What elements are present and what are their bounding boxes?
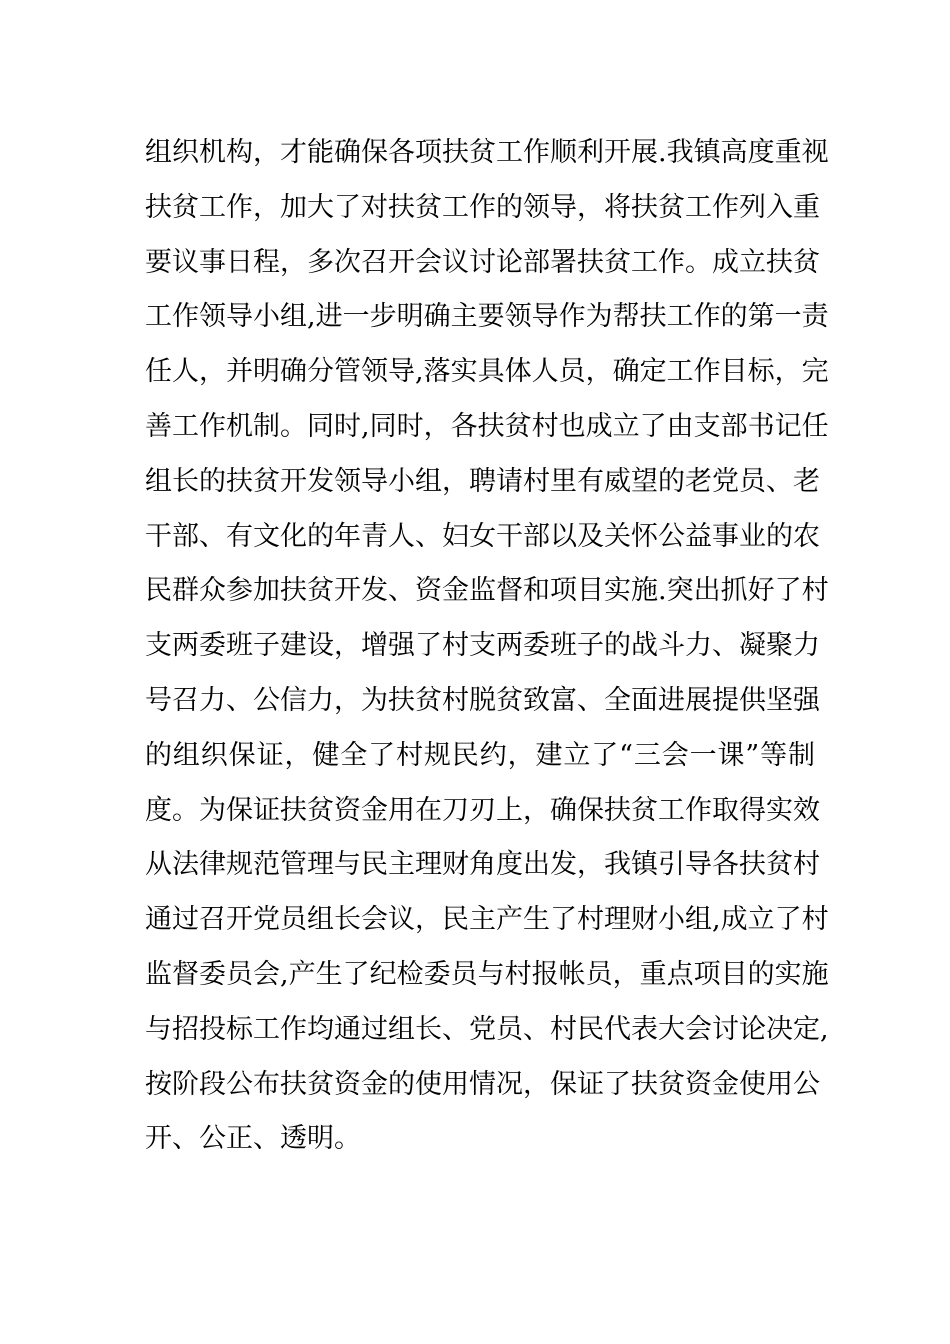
text-line-last: 开、公正、透明。 [145, 1123, 361, 1155]
text-line: 组长的扶贫开发领导小组，聘请村里有威望的老党员、老 [145, 465, 820, 497]
text-line: 扶贫工作，加大了对扶贫工作的领导，将扶贫工作列入重 [145, 191, 820, 223]
text-line: 度。为保证扶贫资金用在刀刃上，确保扶贫工作取得实效 [145, 794, 820, 826]
text-line: 号召力、公信力，为扶贫村脱贫致富、全面进展提供坚强 [145, 684, 820, 716]
text-line: 工作领导小组,进一步明确主要领导作为帮扶工作的第一责 [145, 301, 829, 333]
document-body-text [145, 126, 829, 1167]
text-line: 按阶段公布扶贫资金的使用情况，保证了扶贫资金使用公 [145, 1068, 820, 1100]
text-line: 支两委班子建设，增强了村支两委班子的战斗力、凝聚力 [145, 630, 820, 662]
text-line: 监督委员会,产生了纪检委员与村报帐员，重点项目的实施 [145, 958, 829, 990]
text-line: 要议事日程，多次召开会议讨论部署扶贫工作。成立扶贫 [145, 246, 820, 278]
text-line: 善工作机制。同时,同时，各扶贫村也成立了由支部书记任 [145, 410, 829, 442]
text-line: 通过召开党员组长会议，民主产生了村理财小组,成立了村 [145, 904, 829, 936]
text-line: 的组织保证，健全了村规民约，建立了“三会一课”等制 [145, 739, 815, 771]
text-line: 任人，并明确分管领导,落实具体人员，确定工作目标，完 [145, 356, 829, 388]
text-line: 组织机构，才能确保各项扶贫工作顺利开展.我镇高度重视 [145, 137, 829, 168]
text-line: 民群众参加扶贫开发、资金监督和项目实施.突出抓好了村 [145, 575, 829, 607]
text-line: 与招投标工作均通过组长、党员、村民代表大会讨论决定, [145, 1013, 829, 1045]
text-line: 干部、有文化的年青人、妇女干部以及关怀公益事业的农 [145, 520, 820, 552]
text-line: 从法律规范管理与民主理财角度出发，我镇引导各扶贫村 [145, 849, 820, 881]
